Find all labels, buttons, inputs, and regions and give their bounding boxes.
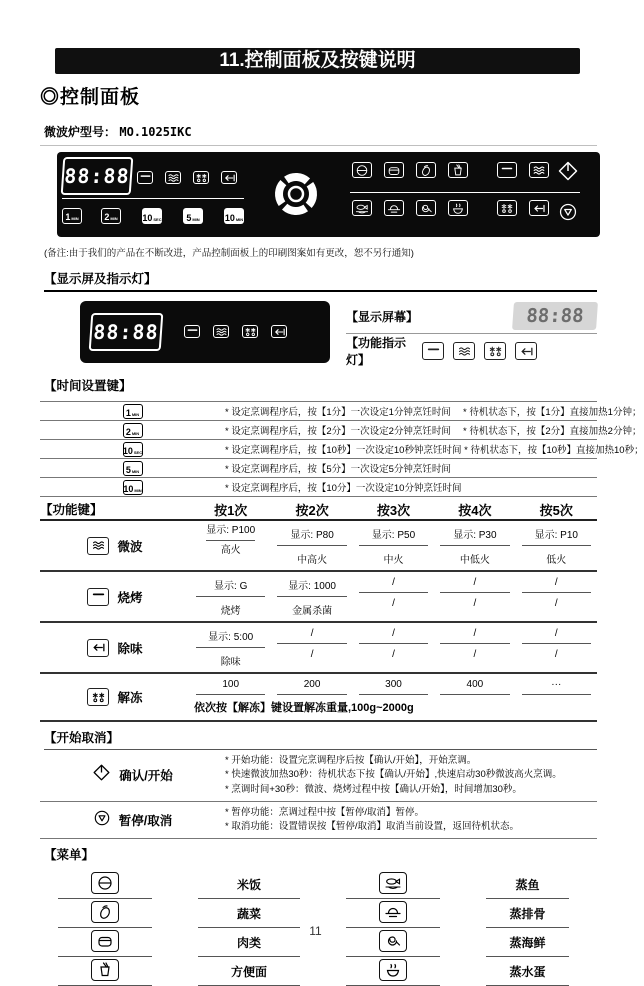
press-1-header: 按1次 xyxy=(214,502,248,518)
button-2min: 2 MIN xyxy=(123,423,143,438)
menu-label: 肉类 xyxy=(198,929,300,957)
section-display-indicators: 【显示屏及指示灯】 xyxy=(44,269,597,292)
defrost-icon xyxy=(242,325,258,338)
key-name: 暂停/取消 xyxy=(118,814,173,828)
section-time-keys: 【时间设置键】 xyxy=(44,379,132,393)
screen-graphic: 88:88 xyxy=(512,302,598,330)
menu-label: 方便面 xyxy=(198,958,300,986)
display-detail xyxy=(80,301,597,366)
table-row xyxy=(40,478,597,497)
grill-icon xyxy=(497,162,517,178)
defrost-icon xyxy=(87,688,109,706)
button-10sec: 10 SEC xyxy=(123,442,143,457)
pause-cancel-icon xyxy=(558,202,578,227)
table-row-start xyxy=(40,750,597,802)
button-10min: 10 MIN xyxy=(123,480,143,495)
steam-egg-icon xyxy=(448,200,468,216)
menu-label: 蒸排骨 xyxy=(486,900,569,928)
microwave-icon xyxy=(213,325,229,338)
display-panel-image xyxy=(80,301,330,363)
function-keys-table xyxy=(40,499,597,722)
vegetable-icon xyxy=(416,162,436,178)
model-value: MO.1025IKC xyxy=(119,125,192,139)
steam-fish-icon xyxy=(379,872,407,894)
steam-fish-icon xyxy=(352,200,372,216)
deodorize-icon xyxy=(271,325,287,338)
vegetable-icon xyxy=(91,901,119,923)
noodle-cup-icon xyxy=(448,162,468,178)
function-keys-header: 【功能键】 xyxy=(40,503,103,517)
steam-seafood-icon xyxy=(416,200,436,216)
revision-note: (备注:由于我们的产品在不断改进，产品控制面板上的印刷图案如有更改，恕不另行通知) xyxy=(44,248,414,259)
key-description: * 暂停功能：烹调过程中按【暂停/取消】暂停。 * 取消功能：设置错误按【暂停/取消】取消当前设置，返回待机状态。 xyxy=(225,806,519,832)
table-row xyxy=(40,870,597,899)
table-row-defrost xyxy=(40,674,597,722)
defrost-icon xyxy=(497,200,517,216)
table-row-grill: 烧烤 显示: G 烧烤 显示: 1000 金属杀菌 / / / / / / xyxy=(40,572,597,623)
panel-divider xyxy=(62,198,244,199)
screen-label: 【显示屏幕】 xyxy=(346,309,419,324)
function-name: 除味 xyxy=(117,641,143,656)
time-keys-table xyxy=(40,401,644,497)
dial-pad xyxy=(270,168,322,220)
key-description: * 开始功能：设置完烹调程序后按【确认/开始】，开始烹调。 * 快速微波加热30秒：待机状态下按【确认/开始】,快速启动30秒微波高火烹调。 * 烹调时间+30秒：微波、烧烤过程中按【确认/开始】，时间增加30秒。 xyxy=(225,755,562,795)
section-menu: 【菜单】 xyxy=(44,848,95,863)
menu-label: 米饭 xyxy=(198,871,300,899)
menu-label: 蒸水蛋 xyxy=(486,958,569,986)
button-10min: 10 MIN xyxy=(224,208,244,224)
confirm-start-icon xyxy=(557,160,579,187)
press-3-header: 按3次 xyxy=(376,502,411,518)
microwave-icon xyxy=(87,537,109,555)
table-row xyxy=(40,957,597,986)
menu-label: 蔬菜 xyxy=(198,900,300,928)
microwave-icon xyxy=(165,171,181,184)
page-number: 11 xyxy=(309,924,322,938)
steam-ribs-icon xyxy=(384,200,404,216)
microwave-icon xyxy=(529,162,549,178)
deodorize-icon xyxy=(87,639,109,657)
table-row xyxy=(40,440,644,459)
microwave-icon xyxy=(453,342,475,360)
button-5min: 5 MIN xyxy=(123,461,143,476)
grill-icon xyxy=(87,588,109,606)
function-name: 解冻 xyxy=(117,691,143,705)
defrost-note: 依次按【解冻】键设置解冻重量,100g~2000g xyxy=(194,702,414,714)
pause-cancel-icon xyxy=(93,809,111,832)
led-display: 88:88 xyxy=(61,157,134,195)
deodorize-icon xyxy=(221,171,237,184)
deodorize-icon xyxy=(515,342,537,360)
table-row-microwave: 微波 显示: P100 高火 显示: P80 中高火 显示: P50 中火 显示: P30 中低火 显示: P10 低火 xyxy=(40,521,597,572)
key-description: * 设定烹调程序后，按【10秒】一次设定10秒钟烹饪时间 * 待机状态下，按【10秒】直接加热10秒； xyxy=(225,445,644,456)
manual-page xyxy=(0,48,644,979)
model-line xyxy=(44,123,631,140)
button-5min: 5 MIN xyxy=(183,208,203,224)
grill-icon xyxy=(137,171,153,184)
confirm-start-icon xyxy=(92,763,111,787)
steam-ribs-icon xyxy=(379,901,407,923)
defrost-icon xyxy=(484,342,506,360)
divider xyxy=(40,145,597,146)
menu-label: 蒸海鲜 xyxy=(486,929,569,957)
key-name: 确认/开始 xyxy=(119,769,173,784)
rice-bowl-icon xyxy=(352,162,372,178)
press-2-header: 按2次 xyxy=(295,502,329,518)
menu-label: 蒸鱼 xyxy=(486,871,569,899)
button-10sec: 10 SEC xyxy=(142,208,162,224)
table-row xyxy=(40,401,642,421)
page-title: 11.控制面板及按键说明 xyxy=(55,48,580,74)
table-row-cancel xyxy=(40,802,597,840)
model-label: 微波炉型号： xyxy=(44,125,117,139)
steam-egg-icon xyxy=(379,959,407,981)
grill-icon xyxy=(184,325,200,338)
press-5-header: 按5次 xyxy=(539,502,573,518)
section-start-cancel: 【开始取消】 xyxy=(44,728,597,750)
indicator-label: 【功能指示灯】 xyxy=(346,336,407,367)
button-1min: 1 MIN xyxy=(123,404,143,419)
panel-divider xyxy=(350,192,580,193)
grill-icon xyxy=(422,342,444,360)
table-row xyxy=(40,459,597,478)
led-display: 88:88 xyxy=(89,313,164,351)
deodorize-icon xyxy=(529,200,549,216)
table-header-row xyxy=(40,499,597,521)
press-4-header: 按4次 xyxy=(458,502,492,518)
defrost-icon xyxy=(193,171,209,184)
key-description: * 设定烹调程序后，按【10分】一次设定10分钟烹饪时间 xyxy=(225,483,462,494)
defrost-weight-values: 100 200 300 400 ··· xyxy=(190,674,597,695)
button-1min: 1 MIN xyxy=(62,208,82,224)
noodle-cup-icon xyxy=(91,959,119,981)
table-row-deodorize: 除味 显示: 5:00 除味 / / / / / / / / xyxy=(40,623,597,674)
button-2min: 2 MIN xyxy=(101,208,121,224)
key-description: * 设定烹调程序后，按【2分】一次设定2分钟烹饪时间 * 待机状态下，按【2分】直接加热2分钟； xyxy=(225,426,642,437)
table-row xyxy=(40,421,642,440)
key-description: * 设定烹调程序后，按【5分】一次设定5分钟烹饪时间 xyxy=(225,464,451,475)
rice-bowl-icon xyxy=(91,872,119,894)
control-panel-heading: ◎控制面板 xyxy=(40,87,141,108)
key-description: * 设定烹调程序后，按【1分】一次设定1分钟烹饪时间 * 待机状态下，按【1分】直接加热1分钟； xyxy=(225,407,642,418)
function-name: 微波 xyxy=(117,539,143,554)
meat-icon xyxy=(384,162,404,178)
function-name: 烧烤 xyxy=(117,590,143,605)
control-panel-image xyxy=(57,152,600,237)
